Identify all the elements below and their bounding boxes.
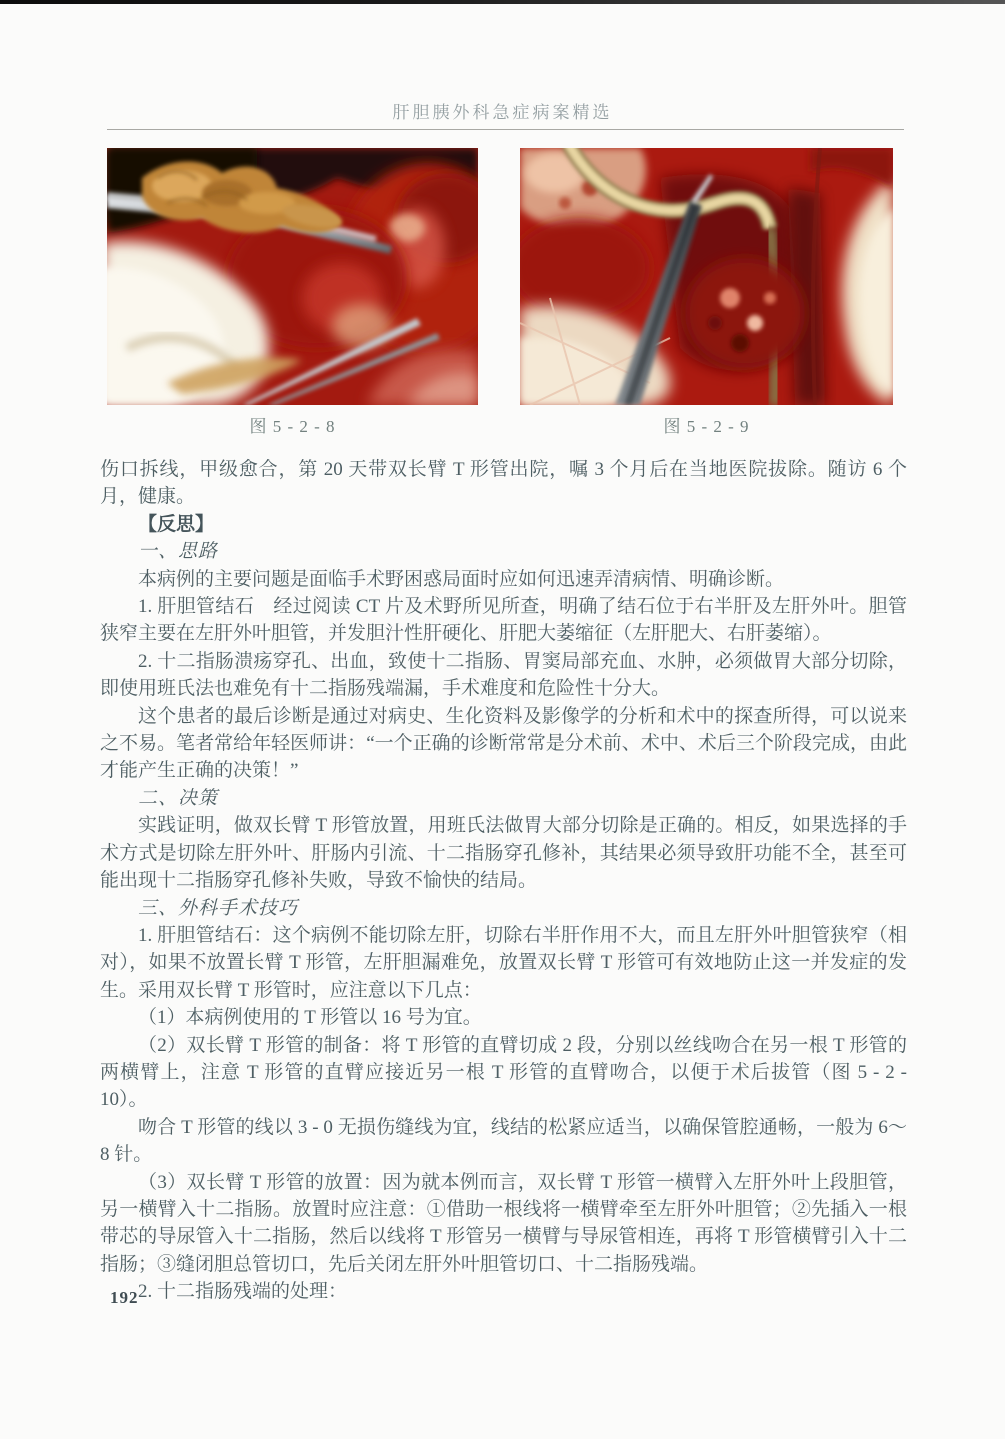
body-text <box>100 456 907 1306</box>
paragraph: 实践证明，做双长臂 T 形管放置，用班氏法做胃大部分切除是正确的。相反，如果选择的手术方式是切除左肝外叶、肝肠内引流、十二指肠穿孔修补，其结果必须导致肝功能不全，甚至可能出现十二指肠穿孔修补失败，导致不愉快的结局。 <box>100 815 907 892</box>
paragraph: 2. 十二指肠溃疡穿孔、出血，致使十二指肠、胃窦局部充血、水肿，必须做胃大部分切除，即使用班氏法也难免有十二指肠残端漏，手术难度和危险性十分大。 <box>100 650 907 700</box>
surgical-photo-1 <box>107 148 478 405</box>
running-head-title: 肝胆胰外科急症病案精选 <box>392 103 613 122</box>
paragraph: 吻合 T 形管的线以 3 - 0 无损伤缝线为宜，线结的松紧应适当，以确保管腔通畅，一般为 6～8 针。 <box>100 1116 907 1166</box>
paragraph: 【反思】 <box>138 513 215 535</box>
paragraph: 伤口拆线，甲级愈合，第 20 天带双长臂 T 形管出院，嘱 3 个月后在当地医院拔除。随访 6 个月，健康。 <box>100 459 907 508</box>
paragraph: 本病例的主要问题是面临手术野困惑局面时应如何迅速弄清病情、明确诊断。 <box>138 568 785 590</box>
page-number: 192 <box>110 1288 139 1307</box>
scan-edge <box>0 0 1005 4</box>
paragraph: 一、思路 <box>138 541 219 563</box>
paragraph: 三、外科手术技巧 <box>138 897 299 919</box>
paragraph: 这个患者的最后诊断是通过对病史、生化资料及影像学的分析和术中的探查所得，可以说来之不易。笔者常给年轻医师讲：“一个正确的诊断常常是分术前、术中、术后三个阶段完成，由此才能产生正确的决策！” <box>100 705 907 782</box>
figure-caption-2: 图 5 - 2 - 9 <box>663 417 750 436</box>
header-rule <box>107 129 904 130</box>
paragraph: （3）双长臂 T 形管的放置：因为就本例而言，双长臂 T 形管一横臂入左肝外叶上段胆管，另一横臂入十二指肠。放置时应注意：①借助一根线将一横臂牵至左肝外叶胆管；②先插入一根带芯的导尿管入十二指肠，然后以线将 T 形管另一横臂与导尿管相连，再将 T 形管横臂引入十二指肠；③缝闭胆总管切口，先后关闭左肝外叶胆管切口、十二指肠残端。 <box>100 1171 907 1275</box>
paragraph: 1. 肝胆管结石：这个病例不能切除左肝，切除右半肝作用不大，而且左肝外叶胆管狭窄（相对），如果不放置长臂 T 形管，左肝胆漏难免，放置双长臂 T 形管可有效地防止这一并发症的发生。采用双长臂 T 形管时，应注意以下几点： <box>100 924 907 1001</box>
paragraph: （2）双长臂 T 形管的制备：将 T 形管的直臂切成 2 段，分别以丝线吻合在另一根 T 形管的两横臂上，注意 T 形管的直臂应接近另一根 T 形管的直臂吻合，以便于术后拔管（图 5 - 2 - 10）。 <box>100 1034 907 1111</box>
paragraph: （1）本病例使用的 T 形管以 16 号为宜。 <box>138 1007 482 1029</box>
paragraph: 2. 十二指肠残端的处理： <box>138 1281 348 1303</box>
paragraph: 二、决策 <box>138 787 219 809</box>
figure-caption-1: 图 5 - 2 - 8 <box>249 417 336 436</box>
paragraph: 1. 肝胆管结石 经过阅读 CT 片及术野所见所查，明确了结石位于右半肝及左肝外叶。胆管狭窄主要在左肝外叶胆管，并发胆汁性肝硬化、肝肥大萎缩征（左肝肥大、右肝萎缩）。 <box>100 596 907 645</box>
surgical-photo-2 <box>520 148 893 405</box>
